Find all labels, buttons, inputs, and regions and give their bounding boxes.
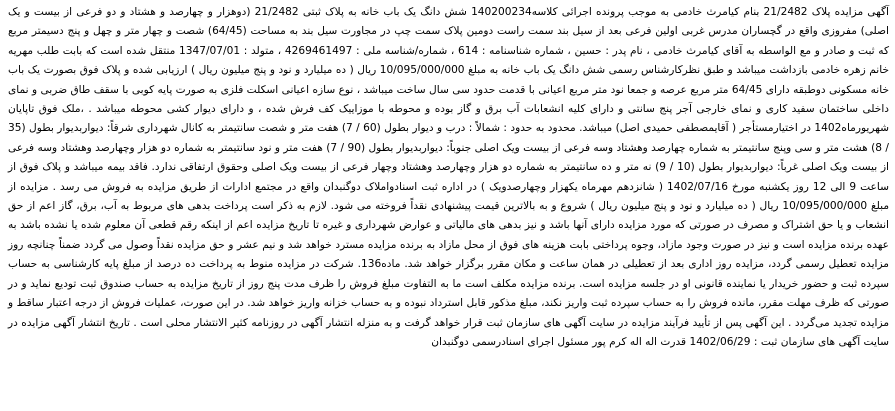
auction-notice-text: آگهی مزایده پلاک 21/2482 بنام کیامرث خادمی به موجب پرونده اجرائی کلاسه140200234 شش دانگ یک باب خانه به پلاک ثبتی 21/2482 (دوهزار و چهارصد و هشتاد و دو فرعی از بیست و یک اصلی) مفروزی واقع در گچساران مدرس غربی اولین فرعی بعد از سیل بند سمت راست دومین پلاک سمت چپ در مجاورت سیل بند به مساحت (64/45) شصت و چهار متر و چهل و پنج دسیمتر مربع که ثبت و صادر و مع الواسطه به آقای کیامرث خادمی ، نام پدر : حسین ، شماره شناسنامه : 614 ، شماره/شناسه ملی : 4269461497 ، متولد : 1347/07/01 منتقل شده است که بابت طلب مهریه خانم زهره خادمی بازداشت میباشد و طبق نظرکارشناس رسمی شش دانگ یک باب خانه به مبلغ 10/095/000/000 ریال ( ده میلیارد و نود و پنج میلیون ریال ) ارزیابی شده و پلاک فوق بصورت یک باب خانه مسکونی دوطبقه دارای 64/45 متر مربع عرصه و جمعا نود متر مربع اعیانی با قدمت حدود سی سال ساخت میباشد ، نوع سازه اعیانی اسکلت فلزی به صورت پایه کوبی با سقف طاق ضربی و نمای داخلی ساختمان سفید کاری و نمای خارجی آجر پنج سانتی و دارای کلیه انشعابات آب برق و گاز بوده و محوطه با موزاییک کف فرش شده ، و دارای دیوار کشی محوطه میباشد . ،ملک فوق تاپایان شهریورماه1402 در اختیارمستأجر ( آقایمصطفی حمیدی اصل) میباشد. محدود به حدود : شمالاً : درب و دیوار بطول (60 / 7) هفت متر و شصت سانتیمتر به کانال شهرداری شرقاً: دیواربدیوار بطول (35 / 8) هشت متر و سی وپنج سانتیمتر به شماره چهارصد وهشتاد وسه فرعی از بیست ویک اصلی جنوباً: دیواربدیوار بطول (90 / 7) هفت متر و نود سانتیمتر به شماره دو هزار وچهارصد وهشتاد وسه فرعی از بیست ویک اصلی غرباً: دیواربدیوار بطول (10 / 9) نه متر و ده سانتیمتر به شماره دو هزار وچهارصد وهشتاد وچهار فرعی از بیست ویک اصلی وحقوق ارتفاقی ندارد. فاقد بیمه میباشد و پلاک فوق از ساعت 9 الی 12 روز یکشنبه مورخ 1402/07/16 ( شانزدهم مهرماه یکهزار وچهارصدویک ) در اداره ثبت اسنادواملاک دوگنبدان واقع در مجتمع ادارات از طریق مزایده به فروش می رسد . مزایده از مبلغ 10/095/000/000 ریال ( ده میلیارد و نود و پنج میلیون ریال ) شروع و به بالاترین قیمت پیشنهادی نقداً فروخته می شود. لازم به ذکر است پرداخت بدهی های مربوط به آب، برق، گاز اعم از حق انشعاب و یا حق اشتراک و مصرف در صورتی که مورد مزایده دارای آنها باشد و نیز بدهی های مالیاتی و عوارض شهرداری و غیره تا تاریخ مزایده اعم از اینکه رقم قطعی آن معلوم شده یا نشده باشد به عهده برنده مزایده است و نیز در صورت وجود مازاد، وجوه پرداختی بابت هزینه های فوق از محل مازاد به برنده مزایده مسترد خواهد شد و نیم عشر و حق مزایده نقداً وصول می گردد ضمناً چنانچه روز مزایده تعطیل رسمی گردد، مزایده روز اداری بعد از تعطیلی در همان ساعت و مکان مقرر برگزار خواهد شد. ماده136. شرکت در مزایده منوط به پرداخت ده درصد از مبلغ پایه کارشناسی به حساب سپرده ثبت و حضور خریدار یا نماینده قانونی او در جلسه مزایده است. برنده مزایده مکلف است ما به التفاوت مبلغ فروش را ظرف مدت پنج روز از تاریخ مزایده به حساب صندوق ثبت تودیع نماید و در صورتی که ظرف مهلت مقرر، مانده فروش را به حساب سپرده ثبت واریز نکند، مبلغ مذکور قابل استرداد نبوده و به حساب خزانه واریز خواهد شد. در این صورت، عملیات فروش از درجه اعتبار ساقط و مزایده تجدید می‌گردد . این آگهی پس از تأیید فرآیند مزایده در سایت آگهی های سازمان ثبت قرار خواهد گرفت و به منزله انتشار آگهی در روزنامه کثیر الانتشار محلی است . تاریخ انتشار آگهی مزایده در سایت آگهی های سازمان ثبت : 1402/06/29 قدرت اله اله کرم پور مسئول اجرای اسنادرسمی دوگنبدان — [8, 6, 890, 348]
